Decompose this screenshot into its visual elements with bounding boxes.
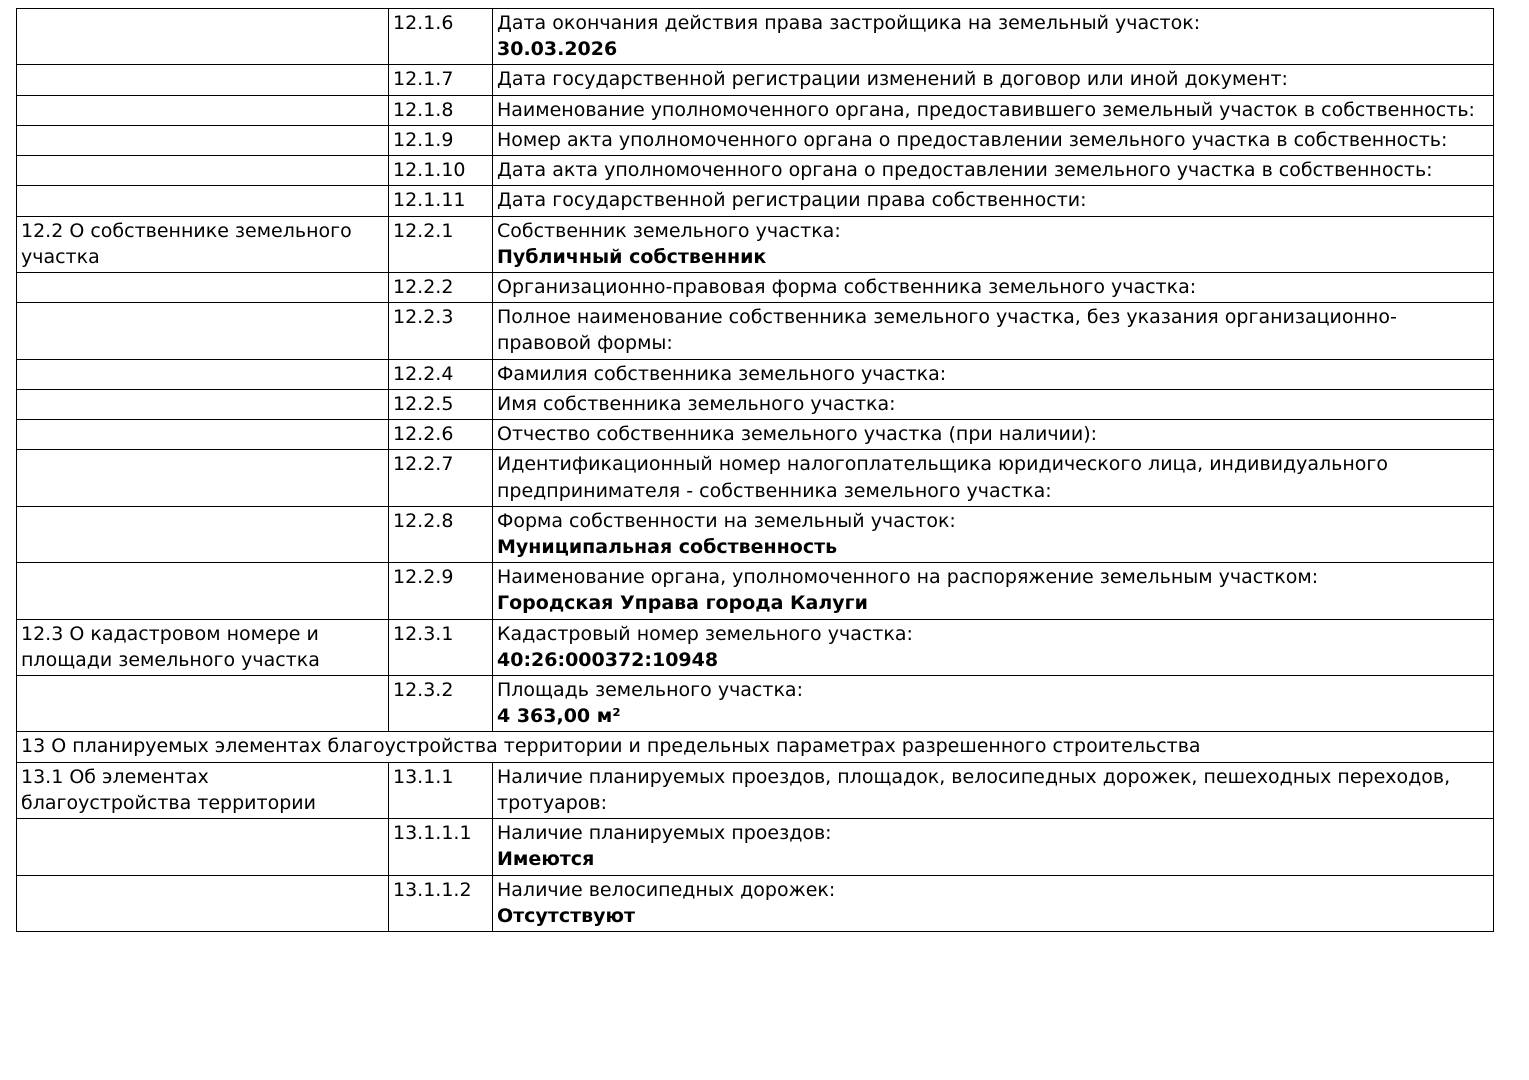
section-label-cell: [17, 272, 389, 302]
field-value: Публичный собственник: [497, 245, 767, 268]
table-row: [17, 156, 1494, 186]
section-header-row: [17, 732, 1494, 762]
item-number-cell: 12.2.3: [389, 303, 493, 359]
table-row: [17, 272, 1494, 302]
description-cell: [493, 9, 1494, 65]
description-cell: [493, 450, 1494, 506]
table-row: [17, 563, 1494, 619]
table-row: [17, 875, 1494, 931]
section-label-cell: [17, 563, 389, 619]
table-row: [17, 420, 1494, 450]
description-cell: [493, 875, 1494, 931]
table-row: [17, 819, 1494, 875]
description-cell: [493, 389, 1494, 419]
field-label: Кадастровый номер земельного участка:: [497, 622, 913, 645]
item-number-cell: 12.1.6: [389, 9, 493, 65]
description-cell: [493, 156, 1494, 186]
item-number-cell: 12.2.1: [389, 216, 493, 272]
section-label-cell: [17, 676, 389, 732]
field-label: Дата государственной регистрации права собственности:: [497, 189, 1087, 212]
table-row: [17, 359, 1494, 389]
table-row: [17, 389, 1494, 419]
field-label: Дата государственной регистрации изменений в договор или иной документ:: [497, 68, 1288, 91]
field-label: Наличие планируемых проездов, площадок, велосипедных дорожек, пешеходных переходов, тротуаров:: [497, 765, 1451, 814]
field-value: 40:26:000372:10948: [497, 648, 719, 671]
field-value: Отсутствуют: [497, 904, 635, 927]
section-label-cell: 12.2 О собственнике земельного участка: [17, 216, 389, 272]
item-number-cell: 12.3.2: [389, 676, 493, 732]
table-row: [17, 506, 1494, 562]
section-label-cell: [17, 303, 389, 359]
table-body: [17, 9, 1494, 932]
section-label-cell: [17, 450, 389, 506]
field-label: Наличие велосипедных дорожек:: [497, 878, 836, 901]
description-cell: [493, 506, 1494, 562]
field-label: Дата акта уполномоченного органа о предоставлении земельного участка в собственность:: [497, 159, 1433, 182]
item-number-cell: 12.2.9: [389, 563, 493, 619]
section-label-cell: [17, 156, 389, 186]
item-number-cell: 12.1.9: [389, 125, 493, 155]
description-cell: [493, 125, 1494, 155]
section-label-cell: [17, 95, 389, 125]
section-label-cell: 12.3 О кадастровом номере и площади земельного участка: [17, 619, 389, 675]
field-label: Площадь земельного участка:: [497, 679, 803, 702]
field-label: Собственник земельного участка:: [497, 219, 841, 242]
item-number-cell: 12.2.6: [389, 420, 493, 450]
item-number-cell: 12.2.5: [389, 389, 493, 419]
description-cell: [493, 303, 1494, 359]
item-number-cell: 12.2.4: [389, 359, 493, 389]
section-label-cell: [17, 186, 389, 216]
description-cell: [493, 676, 1494, 732]
field-value: 4 363,00 м²: [497, 705, 621, 728]
section-label-cell: [17, 506, 389, 562]
field-value: Городская Управа города Калуги: [497, 592, 868, 615]
field-label: Дата окончания действия права застройщика на земельный участок:: [497, 12, 1201, 34]
description-cell: [493, 563, 1494, 619]
table-row: [17, 186, 1494, 216]
description-cell: [493, 272, 1494, 302]
table-row: [17, 450, 1494, 506]
section-header-cell: 13 О планируемых элементах благоустройства территории и предельных параметрах разрешенного строительства: [17, 732, 1494, 762]
section-label-cell: [17, 125, 389, 155]
table-row: [17, 216, 1494, 272]
section-label-cell: [17, 65, 389, 95]
description-cell: [493, 95, 1494, 125]
field-label: Фамилия собственника земельного участка:: [497, 362, 947, 385]
field-label: Наличие планируемых проездов:: [497, 822, 832, 845]
description-cell: [493, 619, 1494, 675]
table-row: [17, 303, 1494, 359]
table-row: [17, 65, 1494, 95]
item-number-cell: 13.1.1.1: [389, 819, 493, 875]
description-cell: [493, 65, 1494, 95]
field-value: Имеются: [497, 848, 595, 871]
table-row: [17, 95, 1494, 125]
section-label-cell: [17, 875, 389, 931]
item-number-cell: 12.1.10: [389, 156, 493, 186]
table-row: [17, 676, 1494, 732]
item-number-cell: 12.1.8: [389, 95, 493, 125]
field-label: Имя собственника земельного участка:: [497, 392, 896, 415]
section-label-cell: [17, 819, 389, 875]
item-number-cell: 13.1.1: [389, 762, 493, 818]
field-label: Полное наименование собственника земельного участка, без указания организационно-правовой формы:: [497, 306, 1397, 355]
description-cell: [493, 216, 1494, 272]
table-row: [17, 125, 1494, 155]
description-cell: [493, 819, 1494, 875]
section-label-cell: [17, 9, 389, 65]
item-number-cell: 12.2.8: [389, 506, 493, 562]
item-number-cell: 12.2.2: [389, 272, 493, 302]
field-label: Наименование уполномоченного органа, предоставившего земельный участок в собственность:: [497, 98, 1475, 121]
section-label-cell: [17, 389, 389, 419]
declaration-table: [16, 8, 1494, 932]
field-label: Форма собственности на земельный участок:: [497, 509, 956, 532]
field-value: Муниципальная собственность: [497, 535, 838, 558]
description-cell: [493, 420, 1494, 450]
field-label: Наименование органа, уполномоченного на распоряжение земельным участком:: [497, 566, 1319, 589]
field-label: Номер акта уполномоченного органа о предоставлении земельного участка в собственность:: [497, 128, 1448, 151]
field-label: Отчество собственника земельного участка (при наличии):: [497, 423, 1098, 446]
table-row: [17, 619, 1494, 675]
field-label: Идентификационный номер налогоплательщика юридического лица, индивидуального предпринимателя - собственника земельного участка:: [497, 453, 1389, 502]
item-number-cell: 12.3.1: [389, 619, 493, 675]
description-cell: [493, 762, 1494, 818]
section-label-cell: 13.1 Об элементах благоустройства территории: [17, 762, 389, 818]
description-cell: [493, 359, 1494, 389]
item-number-cell: 12.1.7: [389, 65, 493, 95]
table-row: [17, 9, 1494, 65]
item-number-cell: 12.1.11: [389, 186, 493, 216]
description-cell: [493, 186, 1494, 216]
table-row: [17, 762, 1494, 818]
section-label-cell: [17, 359, 389, 389]
section-label-cell: [17, 420, 389, 450]
item-number-cell: 13.1.1.2: [389, 875, 493, 931]
field-value: 30.03.2026: [497, 38, 618, 61]
item-number-cell: 12.2.7: [389, 450, 493, 506]
field-label: Организационно-правовая форма собственника земельного участка:: [497, 275, 1197, 298]
